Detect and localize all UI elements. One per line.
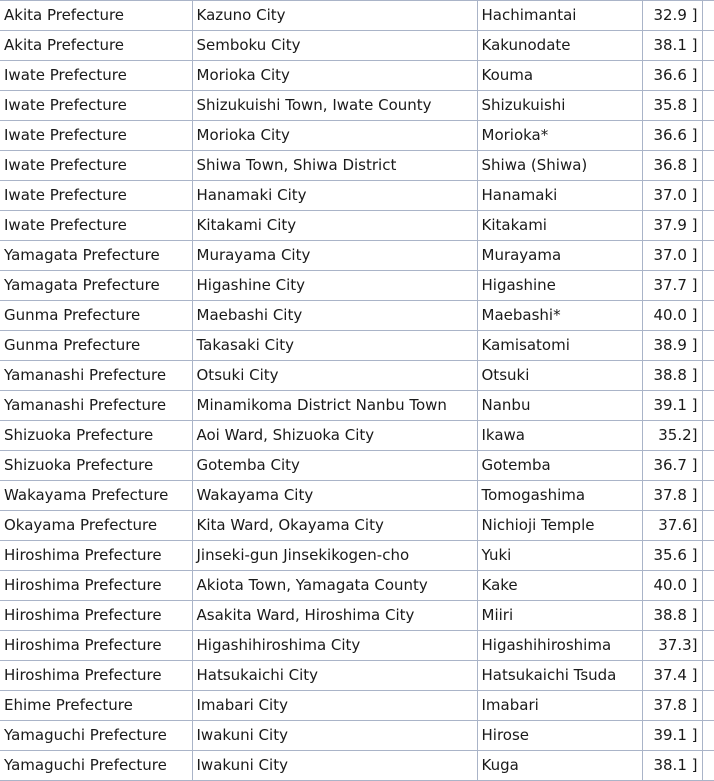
table-row: [0, 241, 714, 271]
prefecture-cell: Gunma Prefecture: [0, 331, 192, 361]
table-row: [0, 391, 714, 421]
station-cell: Imabari: [477, 691, 642, 721]
municipality-cell: Gotemba City: [192, 451, 477, 481]
municipality-cell: Iwakuni City: [192, 721, 477, 751]
row-edge: [702, 421, 714, 451]
table-row: [0, 421, 714, 451]
station-cell: Yuki: [477, 541, 642, 571]
municipality-cell: Shiwa Town, Shiwa District: [192, 151, 477, 181]
station-cell: Kake: [477, 571, 642, 601]
municipality-cell: Hanamaki City: [192, 181, 477, 211]
municipality-cell: Shizukuishi Town, Iwate County: [192, 91, 477, 121]
prefecture-cell: Hiroshima Prefecture: [0, 541, 192, 571]
prefecture-cell: Hiroshima Prefecture: [0, 571, 192, 601]
station-cell: Tomogashima: [477, 481, 642, 511]
station-cell: Shiwa (Shiwa): [477, 151, 642, 181]
prefecture-cell: Hiroshima Prefecture: [0, 661, 192, 691]
temperature-cell: 38.8 ]: [642, 361, 702, 391]
row-edge: [702, 1, 714, 31]
station-cell: Morioka*: [477, 121, 642, 151]
table-row: [0, 691, 714, 721]
temperature-cell: 36.8 ]: [642, 151, 702, 181]
prefecture-cell: Gunma Prefecture: [0, 301, 192, 331]
table-row: [0, 571, 714, 601]
station-cell: Maebashi*: [477, 301, 642, 331]
municipality-cell: Otsuki City: [192, 361, 477, 391]
temperature-cell: 37.9 ]: [642, 211, 702, 241]
prefecture-cell: Iwate Prefecture: [0, 151, 192, 181]
temperature-cell: 38.9 ]: [642, 331, 702, 361]
row-edge: [702, 151, 714, 181]
station-cell: Kitakami: [477, 211, 642, 241]
table-row: [0, 31, 714, 61]
prefecture-cell: Yamanashi Prefecture: [0, 391, 192, 421]
station-cell: Ikawa: [477, 421, 642, 451]
row-edge: [702, 31, 714, 61]
municipality-cell: Morioka City: [192, 121, 477, 151]
temperature-cell: 37.4 ]: [642, 661, 702, 691]
municipality-cell: Wakayama City: [192, 481, 477, 511]
temperature-cell: 37.7 ]: [642, 271, 702, 301]
row-edge: [702, 571, 714, 601]
temperature-cell: 39.1 ]: [642, 391, 702, 421]
temperature-cell: 35.6 ]: [642, 541, 702, 571]
municipality-cell: Higashine City: [192, 271, 477, 301]
table-row: [0, 121, 714, 151]
municipality-cell: Morioka City: [192, 61, 477, 91]
prefecture-cell: Akita Prefecture: [0, 1, 192, 31]
temperature-cell: 37.6]: [642, 511, 702, 541]
municipality-cell: Akiota Town, Yamagata County: [192, 571, 477, 601]
station-cell: Shizukuishi: [477, 91, 642, 121]
station-cell: Kouma: [477, 61, 642, 91]
station-cell: Hatsukaichi Tsuda: [477, 661, 642, 691]
temperature-cell: 38.8 ]: [642, 601, 702, 631]
station-cell: Higashine: [477, 271, 642, 301]
station-cell: Gotemba: [477, 451, 642, 481]
table-row: [0, 271, 714, 301]
row-edge: [702, 391, 714, 421]
table-row: [0, 91, 714, 121]
municipality-cell: Aoi Ward, Shizuoka City: [192, 421, 477, 451]
temperature-cell: 40.0 ]: [642, 301, 702, 331]
station-cell: Murayama: [477, 241, 642, 271]
temperature-cell: 37.3]: [642, 631, 702, 661]
row-edge: [702, 691, 714, 721]
table-row: [0, 511, 714, 541]
table-row: [0, 451, 714, 481]
temperature-cell: 36.6 ]: [642, 61, 702, 91]
row-edge: [702, 721, 714, 751]
prefecture-cell: Yamaguchi Prefecture: [0, 751, 192, 781]
prefecture-cell: Iwate Prefecture: [0, 61, 192, 91]
table-row: [0, 211, 714, 241]
table-row: [0, 631, 714, 661]
temperature-cell: 36.7 ]: [642, 451, 702, 481]
temperature-cell: 32.9 ]: [642, 1, 702, 31]
row-edge: [702, 181, 714, 211]
prefecture-cell: Iwate Prefecture: [0, 211, 192, 241]
municipality-cell: Maebashi City: [192, 301, 477, 331]
municipality-cell: Higashihiroshima City: [192, 631, 477, 661]
table-row: [0, 601, 714, 631]
temperature-cell: 36.6 ]: [642, 121, 702, 151]
table-row: [0, 661, 714, 691]
table-row: [0, 361, 714, 391]
temperature-cell: 37.0 ]: [642, 241, 702, 271]
municipality-cell: Asakita Ward, Hiroshima City: [192, 601, 477, 631]
row-edge: [702, 211, 714, 241]
municipality-cell: Murayama City: [192, 241, 477, 271]
row-edge: [702, 601, 714, 631]
station-cell: Hanamaki: [477, 181, 642, 211]
municipality-cell: Imabari City: [192, 691, 477, 721]
municipality-cell: Minamikoma District Nanbu Town: [192, 391, 477, 421]
prefecture-cell: Shizuoka Prefecture: [0, 421, 192, 451]
temperature-cell: 38.1 ]: [642, 31, 702, 61]
row-edge: [702, 451, 714, 481]
municipality-cell: Kitakami City: [192, 211, 477, 241]
table-body: [0, 1, 714, 781]
temperature-cell: 38.1 ]: [642, 751, 702, 781]
prefecture-cell: Hiroshima Prefecture: [0, 601, 192, 631]
station-cell: Kakunodate: [477, 31, 642, 61]
row-edge: [702, 301, 714, 331]
row-edge: [702, 241, 714, 271]
row-edge: [702, 121, 714, 151]
municipality-cell: Semboku City: [192, 31, 477, 61]
station-cell: Kuga: [477, 751, 642, 781]
table-row: [0, 481, 714, 511]
table-row: [0, 1, 714, 31]
prefecture-cell: Okayama Prefecture: [0, 511, 192, 541]
prefecture-cell: Shizuoka Prefecture: [0, 451, 192, 481]
municipality-cell: Kazuno City: [192, 1, 477, 31]
table-row: [0, 721, 714, 751]
prefecture-cell: Iwate Prefecture: [0, 91, 192, 121]
prefecture-cell: Yamaguchi Prefecture: [0, 721, 192, 751]
municipality-cell: Iwakuni City: [192, 751, 477, 781]
prefecture-cell: Yamanashi Prefecture: [0, 361, 192, 391]
prefecture-cell: Iwate Prefecture: [0, 121, 192, 151]
station-cell: Nichioji Temple: [477, 511, 642, 541]
table-row: [0, 301, 714, 331]
row-edge: [702, 481, 714, 511]
table-row: [0, 751, 714, 781]
row-edge: [702, 91, 714, 121]
table-row: [0, 181, 714, 211]
prefecture-cell: Yamagata Prefecture: [0, 271, 192, 301]
row-edge: [702, 271, 714, 301]
municipality-cell: Kita Ward, Okayama City: [192, 511, 477, 541]
row-edge: [702, 61, 714, 91]
temperature-cell: 35.2]: [642, 421, 702, 451]
table-row: [0, 541, 714, 571]
temperature-cell: 37.8 ]: [642, 481, 702, 511]
station-cell: Nanbu: [477, 391, 642, 421]
temperature-cell: 35.8 ]: [642, 91, 702, 121]
temperature-cell: 37.0 ]: [642, 181, 702, 211]
temperature-cell: 40.0 ]: [642, 571, 702, 601]
prefecture-cell: Iwate Prefecture: [0, 181, 192, 211]
prefecture-cell: Ehime Prefecture: [0, 691, 192, 721]
temperature-cell: 37.8 ]: [642, 691, 702, 721]
station-cell: Kamisatomi: [477, 331, 642, 361]
row-edge: [702, 631, 714, 661]
station-cell: Hachimantai: [477, 1, 642, 31]
temperature-cell: 39.1 ]: [642, 721, 702, 751]
row-edge: [702, 661, 714, 691]
table-row: [0, 331, 714, 361]
table-row: [0, 61, 714, 91]
prefecture-cell: Hiroshima Prefecture: [0, 631, 192, 661]
prefecture-cell: Wakayama Prefecture: [0, 481, 192, 511]
row-edge: [702, 511, 714, 541]
station-cell: Higashihiroshima: [477, 631, 642, 661]
row-edge: [702, 331, 714, 361]
table-row: [0, 151, 714, 181]
municipality-cell: Jinseki-gun Jinsekikogen-cho: [192, 541, 477, 571]
station-cell: Otsuki: [477, 361, 642, 391]
municipality-cell: Hatsukaichi City: [192, 661, 477, 691]
prefecture-cell: Yamagata Prefecture: [0, 241, 192, 271]
row-edge: [702, 541, 714, 571]
row-edge: [702, 361, 714, 391]
municipality-cell: Takasaki City: [192, 331, 477, 361]
station-cell: Miiri: [477, 601, 642, 631]
prefecture-cell: Akita Prefecture: [0, 31, 192, 61]
row-edge: [702, 751, 714, 781]
station-cell: Hirose: [477, 721, 642, 751]
